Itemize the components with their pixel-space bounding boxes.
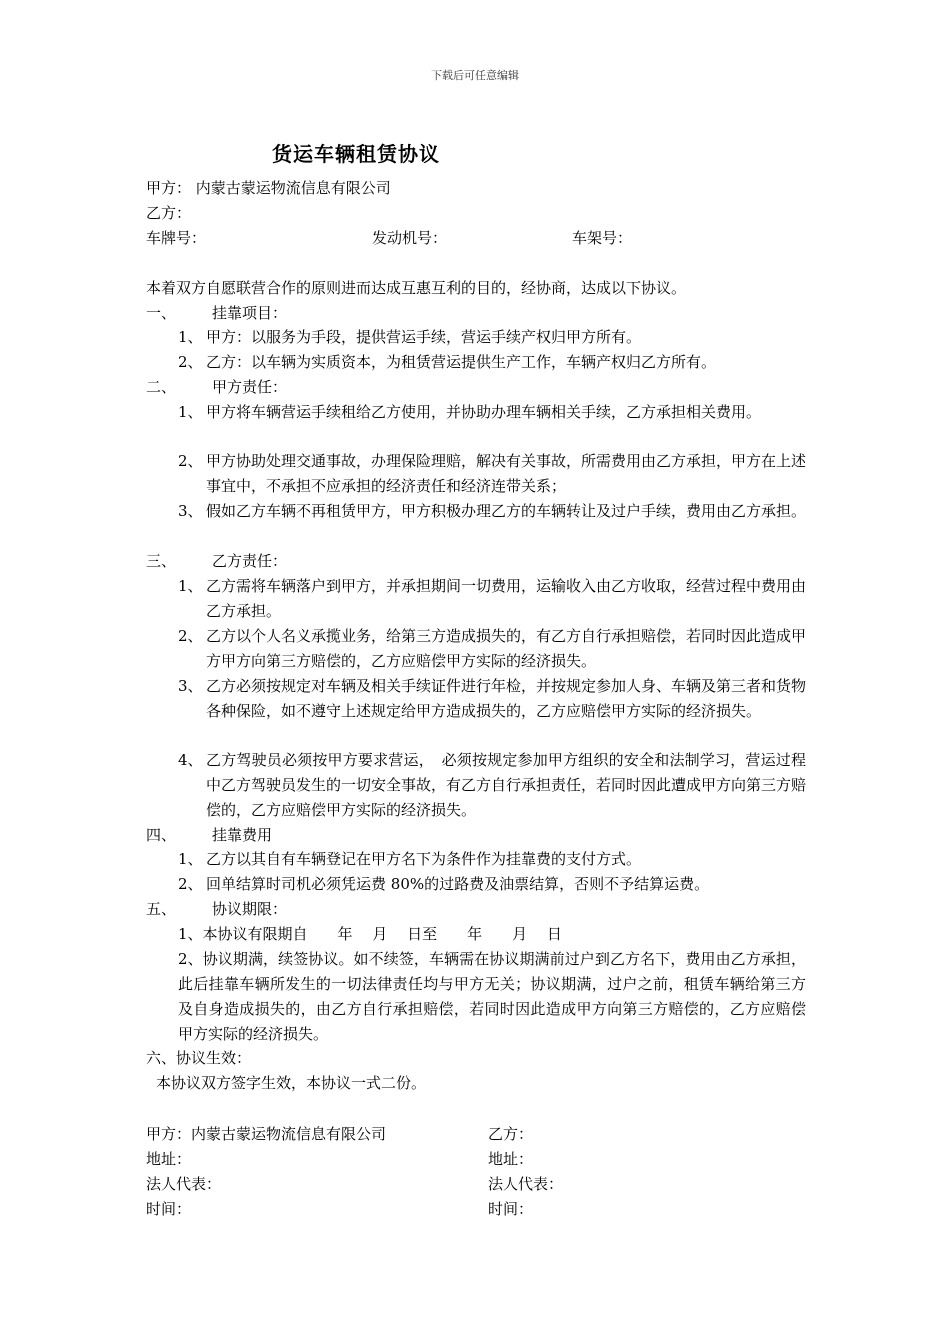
section-4-number: 四、 [146,826,177,844]
section-1-item-2-number: 2、 [178,353,203,371]
section-3-number: 三、 [146,552,177,570]
section-5-number: 五、 [146,900,177,918]
plate-label: 车牌号： [146,229,207,247]
section-3-item-4-number: 4、 [178,751,203,769]
section-1-item-1-number: 1、 [178,328,203,346]
section-4-item-1-text: 乙方以其自有车辆登记在甲方名下为条件作为挂靠费的支付方式。 [206,850,642,868]
frame-label: 车架号： [572,229,633,247]
section-2-item-1-number: 1、 [178,403,203,421]
signature-address-a: 地址： [146,1150,192,1168]
signature-party-a: 甲方：内蒙古蒙运物流信息有限公司 [146,1125,387,1143]
section-1-item-1-text: 甲方：以服务为手段，提供营运手续，营运手续产权归甲方所有。 [206,328,642,346]
section-2-title: 甲方责任： [212,378,288,396]
section-2-item-2-text: 甲方协助处理交通事故，办理保险理赔，解决有关事故，所需费用由乙方承担，甲方在上述事宜中，不承担不应承担的经济责任和经济连带关系； [206,452,807,495]
signature-party-b: 乙方： [488,1125,534,1143]
section-3-title: 乙方责任： [212,552,288,570]
section-3-item-2-text: 乙方以个人名义承揽业务，给第三方造成损失的，有乙方自行承担赔偿，若同时因此造成甲方甲方向第三方赔偿的，乙方应赔偿甲方实际的经济损失。 [206,627,807,670]
header-note: 下载后可任意编辑 [431,69,519,82]
party-b-line: 乙方： [146,204,192,222]
section-5-item-2-text: 2、协议期满，续签协议。如不续签，车辆需在协议期满前过户到乙方名下，费用由乙方承担，此后挂靠车辆所发生的一切法律责任均与甲方无关；协议期满，过户之前，租赁车辆给第三方及自身造成损失的，由乙方自行承担赔偿，若同时因此造成甲方向第三方赔偿的，乙方应赔偿甲方实际的经济损失。 [178,950,806,1043]
section-2-item-1-text: 甲方将车辆营运手续租给乙方使用，并协助办理车辆相关手续，乙方承担相关费用。 [206,403,762,421]
section-3-item-1-number: 1、 [178,577,203,595]
section-5-item-1-text: 1、本协议有限期自 年 月 日至 年 月 日 [178,925,562,943]
signature-time-b: 时间： [488,1200,534,1218]
section-4-item-2-text: 回单结算时司机必须凭运费 80%的过路费及油票结算，否则不予结算运费。 [206,875,710,893]
section-2-item-3-text: 假如乙方车辆不再租赁甲方，甲方积极办理乙方的车辆转让及过户手续，费用由乙方承担。 [206,502,807,520]
document-title: 货运车辆租赁协议 [272,142,440,166]
section-3-item-2-number: 2、 [178,627,203,645]
section-1-number: 一、 [146,304,177,322]
section-4-title: 挂靠费用 [212,826,273,844]
section-5-title: 协议期限： [212,900,288,918]
section-4-item-1-number: 1、 [178,850,203,868]
section-3-item-1-text: 乙方需将车辆落户到甲方，并承担期间一切费用，运输收入由乙方收取，经营过程中费用由乙方承担。 [206,577,807,620]
section-1-title: 挂靠项目： [212,304,288,322]
section-1-item-2-text: 乙方：以车辆为实质资本，为租赁营运提供生产工作，车辆产权归乙方所有。 [206,353,717,371]
signature-representative-a: 法人代表： [146,1175,222,1193]
section-4-item-2-number: 2、 [178,875,203,893]
signature-time-a: 时间： [146,1200,192,1218]
engine-label: 发动机号： [372,229,448,247]
section-3-item-3-text: 乙方必须按规定对车辆及相关手续证件进行年检，并按规定参加人身、车辆及第三者和货物各种保险，如不遵守上述规定给甲方造成损失的，乙方应赔偿甲方实际的经济损失。 [206,677,807,720]
section-3-item-3-number: 3、 [178,677,203,695]
section-6-text: 本协议双方签字生效，本协议一式二份。 [156,1074,427,1092]
intro-paragraph: 本着双方自愿联营合作的原则进而达成互惠互利的目的，经协商，达成以下协议。 [146,279,687,297]
party-a-line: 甲方： 内蒙古蒙运物流信息有限公司 [146,179,391,197]
signature-representative-b: 法人代表： [488,1175,564,1193]
section-3-item-4-text: 乙方驾驶员必须按甲方要求营运， 必须按规定参加甲方组织的安全和法制学习，营运过程中乙方驾驶员发生的一切安全事故，有乙方自行承担责任，若同时因此遭成甲方向第三方赔偿的，乙方应赔偿甲方实际的经济损失。 [206,751,807,819]
section-2-item-3-number: 3、 [178,502,203,520]
section-6-title: 六、协议生效： [146,1049,252,1067]
section-2-number: 二、 [146,378,177,396]
signature-address-b: 地址： [488,1150,534,1168]
section-2-item-2-number: 2、 [178,452,203,470]
